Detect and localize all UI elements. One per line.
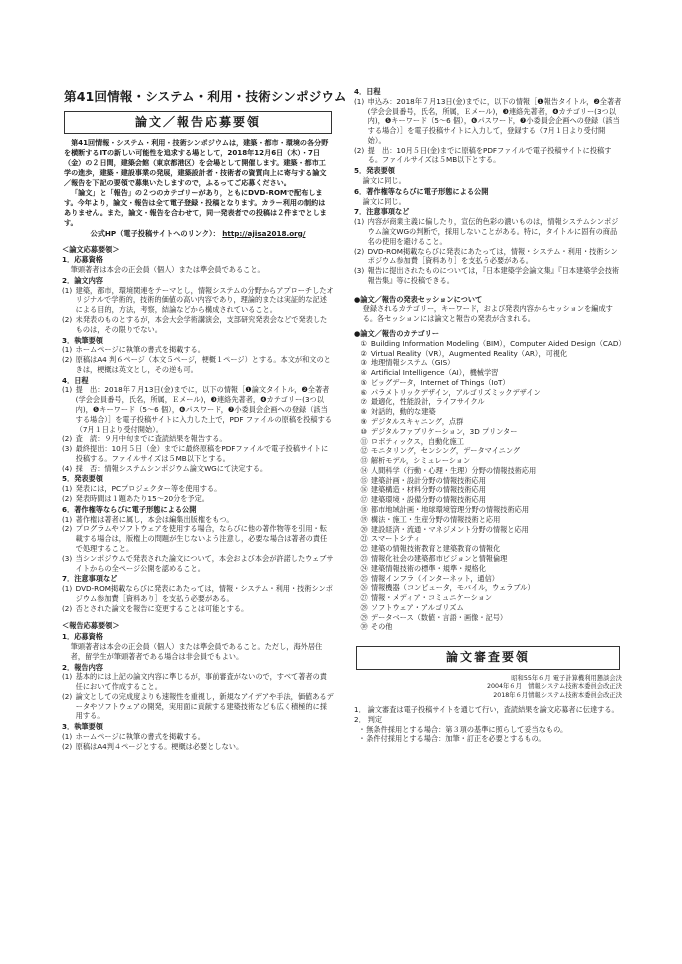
category-item xyxy=(360,417,622,427)
item-number: (2) xyxy=(62,434,73,444)
category-text: 建築計画・設計分野の情報技術応用 xyxy=(370,475,486,485)
category-item xyxy=(360,446,622,456)
category-item xyxy=(360,358,622,368)
category-item xyxy=(360,593,622,603)
category-item xyxy=(360,407,622,417)
category-number: ⑥ xyxy=(360,387,367,397)
hp-label: 公式HP（電子投稿サイトへのリンク）： xyxy=(90,228,220,238)
category-number: ⑩ xyxy=(360,426,367,436)
houkoku-s7-title: 7．注意事項など xyxy=(354,207,410,217)
category-text: Building Information Modeling（BIM），Computer Aided Design（CAD） xyxy=(370,338,626,348)
houkoku-s2-list xyxy=(62,672,334,721)
category-number: ㉗ xyxy=(360,593,368,603)
intro-paragraph: 「論文」と「報告」の２つのカテゴリーがあり，ともにDVD-ROMで配布します。今年より，論文・報告は全て電子登録・投稿となります。カラー利用の制約はありません。また，論文・報告を合わせて，同一発表者での投稿は２件までとします。 xyxy=(64,188,327,227)
category-number: ⑨ xyxy=(360,417,367,426)
category-number: ㉖ xyxy=(360,583,368,593)
item-text: 発表時間は１題あたり15～20分を予定。 xyxy=(75,494,209,504)
houkoku-heading: ＜報告応募要領＞ xyxy=(62,621,120,631)
category-text: その他 xyxy=(370,622,393,632)
review-title: 論文審査要領 xyxy=(356,646,620,669)
category-item xyxy=(360,397,622,407)
category-number: ⑰ xyxy=(360,495,368,505)
item-text: 提 出：10月５日(金)までに原稿をPDFファイルで電子投稿サイトに投稿する。ファイルサイズは５MB以下とする。 xyxy=(367,145,612,165)
list-item xyxy=(358,725,622,735)
category-text: 情報化社会の建築都市ビジョンと情報倫理 xyxy=(370,553,508,563)
list-item xyxy=(354,266,622,286)
item-text: 条件付採用とする場合：加筆・訂正を必要とするもの。 xyxy=(366,734,546,744)
item-text: DVD-ROM掲載ならびに発表にあたっては，情報・システム・利用・技術シンポジウム参加費［資料あり］を支払う必要がある。 xyxy=(75,584,333,603)
list-item xyxy=(62,315,334,335)
category-text: 都市地域計画・地球環境管理分野の情報技術応用 xyxy=(370,505,530,515)
session-body: 登録されるカテゴリー，キーワード，および発表内容からセッションを編成する。各セッションには論文と報告の発表が含まれる。 xyxy=(362,304,613,324)
category-number: ㉓ xyxy=(360,553,368,563)
item-text: 申込み：2018年７月13日(金)までに，以下の情報［❶報告タイトル，❷全著者(学会会員番号，氏名，所属，Ｅメール)，❸連絡先著者，❹カテゴリー(3つ以内)，❺キーワード（5～6 個），❻パスワード，❼小委員会企画への登録（該当する場合）］を電子投稿サイトに入力して，登録する（7月１日より受付開始）。 xyxy=(367,96,622,145)
ronbun-s3-list xyxy=(62,345,334,374)
item-text: 論文としての完成度よりも速報性を重視し，新規なアイデアや手法，価値あるデータやソフトウェアの開発，実用面に貢献する建築技術なども広く積極的に採用する。 xyxy=(75,691,334,721)
left-column xyxy=(62,86,347,752)
category-text: 建設経済・流通・マネジメント分野の情報と応用 xyxy=(370,524,529,534)
item-number: (1) xyxy=(62,484,73,494)
houkoku-s6-body: 論文に同じ。 xyxy=(362,196,406,206)
category-number: ② xyxy=(360,348,367,358)
item-text: ホームページに執筆の書式を掲載する。 xyxy=(75,732,205,742)
list-item xyxy=(62,464,334,474)
list-item xyxy=(354,146,622,166)
list-item xyxy=(62,515,334,525)
list-item xyxy=(62,494,334,504)
category-text: 建築情報技術の標準・規準・規格化 xyxy=(370,563,486,573)
official-hp xyxy=(62,229,334,239)
review-sub-list xyxy=(354,725,622,745)
history-line: 2004年６月 情報システム技術本委員会改正決 xyxy=(486,683,622,691)
list-item xyxy=(62,604,334,614)
category-item xyxy=(360,544,622,554)
category-number: ㉔ xyxy=(360,563,368,573)
category-item xyxy=(360,437,622,447)
category-item xyxy=(360,368,622,378)
category-text: データベース（数値・言語・画像・記号） xyxy=(370,612,508,622)
item-number: (2) xyxy=(62,355,73,365)
category-text: 地理情報システム（GIS） xyxy=(370,358,455,368)
category-number: ⑱ xyxy=(360,505,368,515)
item-text: 内容が商業主義に偏したり，宣伝的色彩の濃いものは，情報システムシンポジウム論文WGの判断で，採用しないことがある。特に，タイトルに固有の商品名の使用を避けること。 xyxy=(367,217,619,246)
item-text: 発表には，PCプロジェクター等を使用する。 xyxy=(75,484,222,494)
category-item xyxy=(360,476,622,486)
item-text: プログラムやソフトウェアを使用する場合，ならびに他の著作物等を引用・転載する場合は，版権上の問題が生じないよう注意し，必要な場合は著者の責任で処理すること。 xyxy=(75,524,328,553)
category-number: ⑤ xyxy=(360,377,367,387)
item-text: 未発表のものとするが，本会大会学術講演会，支部研究発表会などで発表したものは，その限りでない。 xyxy=(75,314,328,334)
item-text: 原稿はA4判４ページとする。梗概は必要としない。 xyxy=(75,741,244,751)
item-number: (2) xyxy=(62,603,73,613)
category-number: ⑭ xyxy=(360,465,368,475)
list-item xyxy=(62,345,334,355)
item-number: (1) xyxy=(62,584,73,594)
category-item xyxy=(360,427,622,437)
list-item xyxy=(354,247,622,267)
category-item xyxy=(360,564,622,574)
item-text: 当シンポジウムで発表された論文について，本会および本会が許諾したウェブサイトからの全ページ公開を認めること。 xyxy=(75,553,334,573)
category-item xyxy=(360,388,622,398)
category-text: 対話的，動的な建築 xyxy=(370,407,436,417)
category-number: ④ xyxy=(360,368,367,378)
category-text: 情報・メディア・コミュニケーション xyxy=(370,593,493,603)
category-text: Virtual Reality（VR），Augmented Reality（AR），可視化 xyxy=(370,348,568,358)
category-heading: ●論文／報告のカテゴリー xyxy=(354,328,440,338)
item-number: (3) xyxy=(62,444,73,454)
category-item xyxy=(360,505,622,515)
category-number: ⑦ xyxy=(360,397,367,407)
category-text: ビッグデータ，Internet of Things（IoT） xyxy=(370,377,510,387)
item-number: (2) xyxy=(62,524,73,534)
category-item xyxy=(360,466,622,476)
item-text: 著作権は著者に属し，本会は編集出版権をもつ。 xyxy=(75,514,234,524)
item-number: (2) xyxy=(62,691,73,701)
ronbun-s4-title: 4．日程 xyxy=(62,375,89,385)
houkoku-s2-title: 2．報告内容 xyxy=(62,662,103,672)
item-text: 査 読：９月中旬までに査読結果を報告する。 xyxy=(75,434,227,444)
category-item xyxy=(360,495,622,505)
category-item xyxy=(360,534,622,544)
category-item xyxy=(360,613,622,623)
category-number: ㉒ xyxy=(360,544,368,554)
item-number: (3) xyxy=(354,266,365,276)
houkoku-s1-title: 1．応募資格 xyxy=(62,632,103,642)
ronbun-s1-body: 筆頭著者は本会の正会員（個人）または準会員であること。 xyxy=(70,265,265,275)
list-item xyxy=(354,97,622,146)
category-number: ㉙ xyxy=(360,612,368,622)
houkoku-s4-list xyxy=(354,97,622,165)
category-text: デジタルスキャニング，点群 xyxy=(370,417,464,426)
ronbun-s1-title: 1．応募資格 xyxy=(62,255,103,265)
list-item xyxy=(62,286,334,315)
list-item xyxy=(62,355,334,375)
list-item xyxy=(62,554,334,574)
category-text: デジタルファブリケーション，3D プリンター xyxy=(370,426,518,436)
category-text: 人間科学（行動・心理・生理）分野の情報技術応用 xyxy=(370,465,537,475)
category-item xyxy=(360,622,622,632)
houkoku-s3-title: 3．執筆要領 xyxy=(62,722,103,732)
category-number: ⑯ xyxy=(360,485,368,495)
ronbun-s4-list xyxy=(62,385,334,473)
category-number: ⑪ xyxy=(360,436,368,446)
category-text: パラメトリックデザイン，アルゴリズミックデザイン xyxy=(370,387,541,397)
session-heading: ●論文／報告の発表セッションについて xyxy=(354,294,483,304)
ronbun-s3-title: 3．執筆要領 xyxy=(62,335,103,345)
page xyxy=(62,86,628,946)
category-item xyxy=(360,515,622,525)
ronbun-s2-title: 2．論文内容 xyxy=(62,275,103,285)
category-text: モニタリング，センシング，データマイニング xyxy=(370,446,521,456)
category-item xyxy=(360,554,622,564)
item-text: 否とされた論文を報告に変更することは可能とする。 xyxy=(75,603,249,613)
category-text: 構法・施工・生産分野の情報技術と応用 xyxy=(370,514,501,524)
ronbun-s6-title: 6．著作権等ならびに電子形態による公開 xyxy=(62,504,197,514)
category-text: 解析モデル，シミュレーション xyxy=(370,456,471,466)
item-text: 無条件採用とする場合：第３項の基準に照らして妥当なもの。 xyxy=(366,724,568,734)
item-number: (1) xyxy=(62,345,73,355)
item-number: 2． xyxy=(354,714,366,724)
item-text: 報告に提出されたものについては，『日本建築学会論文集』『日本建築学会技術報告集』等に投稿できる。 xyxy=(367,266,620,285)
item-text: 提 出：2018年７月13日(金)までに，以下の情報［❶論文タイトル，❷全著者(学会会員番号，氏名，所属，Ｅメール)，❸連絡先著者，❹カテゴリー(3つ以内)，❺キーワード（5～6 個），❻パスワード，❼小委員会企画への登録（該当する場合）］を電子投稿サイトに入力した上で，PDF ファイルの原稿を投稿する（7月１日より受付開始）。 xyxy=(75,385,332,434)
category-text: ロボティックス，自動化施工 xyxy=(370,436,464,446)
item-number: (1) xyxy=(62,732,73,742)
review-list xyxy=(354,705,622,725)
ronbun-s7-list xyxy=(62,584,334,613)
category-number: ⑫ xyxy=(360,446,368,456)
list-item xyxy=(62,672,334,692)
ronbun-s5-title: 5．発表要領 xyxy=(62,474,103,484)
category-item xyxy=(360,603,622,613)
list-item xyxy=(354,217,622,246)
houkoku-s7-list xyxy=(354,217,622,285)
category-number: ㉕ xyxy=(360,573,368,583)
ronbun-s2-list xyxy=(62,286,334,335)
category-number: ㉚ xyxy=(360,622,368,632)
item-text: ホームページに執筆の書式を掲載する。 xyxy=(75,345,205,355)
category-text: 建築構造・材料分野の情報技術応用 xyxy=(370,485,486,495)
list-item xyxy=(62,484,334,494)
item-number: (4) xyxy=(62,463,73,473)
houkoku-s5-title: 5．発表要領 xyxy=(354,166,395,176)
item-text: 採 否：情報システムシンポジウム論文WGにて決定する。 xyxy=(75,463,268,473)
category-number: ⑳ xyxy=(360,524,368,534)
list-item xyxy=(62,524,334,553)
category-text: 情報機器（コンピュータ，モバイル，ウェラブル） xyxy=(370,583,535,593)
item-number: (1) xyxy=(62,514,73,524)
list-item xyxy=(358,734,622,744)
bullet: ・ xyxy=(358,724,366,734)
houkoku-s6-title: 6．著作権等ならびに電子形態による公開 xyxy=(354,186,489,196)
item-number: (2) xyxy=(62,741,73,751)
hp-link[interactable]: http://ajisa2018.org/ xyxy=(222,228,306,238)
call-for-papers-title: 論文／報告応募要領 xyxy=(64,111,332,134)
category-number: ㉘ xyxy=(360,602,368,612)
category-number: ⑬ xyxy=(360,456,368,466)
item-number: (2) xyxy=(354,145,365,155)
list-item xyxy=(62,692,334,721)
category-text: 建築の情報技術教育と建築教育の情報化 xyxy=(370,544,501,554)
list-item xyxy=(62,444,334,464)
item-number: (1) xyxy=(62,285,73,295)
category-number: ㉑ xyxy=(360,534,368,544)
bullet: ・ xyxy=(358,734,366,744)
intro-paragraph: 第41回情報・システム・利用・技術シンポジウムは，建築・都市・環境の各分野を横断するITの新しい可能性を追求する場として，2018年12月6日（木）・7日（金）の２日間，建築会館（東京都港区）を会場として開催します。建築・都市工学の進歩，建築・建設事業の発展，建築設計者・技術者の資質向上に寄与する論文／報告を下記の要領で募集いたしますので，ふるってご応募ください。 xyxy=(64,138,329,188)
item-number: (1) xyxy=(354,96,365,106)
item-text: 基本的には上記の論文内容に準じるが，事前審査がないので，すべて著者の責任において作成すること。 xyxy=(75,672,327,692)
list-item xyxy=(62,732,334,742)
category-text: 最適化，性能設計，ライフサイクル xyxy=(370,397,485,407)
houkoku-s3-list xyxy=(62,732,334,752)
category-number: ③ xyxy=(360,358,367,368)
category-item xyxy=(360,574,622,584)
category-item xyxy=(360,485,622,495)
category-text: 情報インフラ（インターネット，通信） xyxy=(370,573,499,583)
category-list xyxy=(354,338,626,632)
intro xyxy=(62,138,334,227)
category-item xyxy=(360,583,622,593)
houkoku-s5-body: 論文に同じ。 xyxy=(362,176,406,186)
category-text: Artificial Intelligence（AI），機械学習 xyxy=(370,368,499,378)
item-number: (3) xyxy=(62,553,73,563)
right-column xyxy=(354,86,626,744)
list-item xyxy=(354,705,622,715)
item-text: 建築，都市，環境関連をテーマとし，情報システムの分野からアプローチしたオリジナルで学術的，技術的価値の高い内容であり，理論的または実証的な記述による目的，方法，考察，結論などから構成されていること。 xyxy=(75,285,334,315)
item-text: 最終提出：10月５日（金）までに最終原稿をPDFファイルで電子投稿サイトに投稿する。ファイルサイズは５MB以下とする。 xyxy=(75,444,329,463)
history-line: 昭和55年６月 電子計算機利用懇談会決 xyxy=(511,674,622,682)
list-item xyxy=(354,715,622,725)
category-text: ソフトウェア・アルゴリズム xyxy=(370,602,464,612)
category-number: ⑧ xyxy=(360,407,367,417)
item-text: 判定 xyxy=(367,714,383,724)
category-text: スマートシティ xyxy=(370,534,421,544)
category-number: ⑮ xyxy=(360,475,368,485)
item-number: (1) xyxy=(62,385,73,395)
houkoku-s1-body: 筆頭著者は本会の正会員（個人）または準会員であること。ただし，海外居住者，留学生が筆頭著者である場合は非会員でもよい。 xyxy=(70,641,323,661)
category-item xyxy=(360,338,626,349)
list-item xyxy=(62,742,334,752)
category-item xyxy=(360,349,622,359)
item-number: (1) xyxy=(62,672,73,682)
list-item xyxy=(62,584,334,604)
category-text: 建築環境・設備分野の情報技術応用 xyxy=(370,495,486,505)
list-item xyxy=(62,434,334,444)
page-title: 第41回情報・システム・利用・技術シンポジウム xyxy=(64,89,347,104)
category-item xyxy=(360,456,622,466)
item-number: (2) xyxy=(62,314,73,324)
item-text: DVD-ROM掲載ならびに発表にあたっては，情報・システム・利用・技術シンポジウム参加費［資料あり］を支払う必要がある。 xyxy=(367,246,618,266)
list-item xyxy=(62,385,334,434)
category-number: ① xyxy=(360,338,367,348)
item-number: (2) xyxy=(62,494,73,504)
item-number: 1． xyxy=(354,704,366,714)
review-history xyxy=(354,675,622,701)
category-item xyxy=(360,378,622,388)
ronbun-heading: ＜論文応募要領＞ xyxy=(62,244,120,254)
category-number: ⑲ xyxy=(360,514,368,524)
item-number: (2) xyxy=(354,246,365,256)
item-text: 論文審査は電子投稿サイトを通じて行い，査読結果を論文応募者に伝達する。 xyxy=(367,704,619,714)
item-number: (1) xyxy=(354,217,365,227)
houkoku-s4-title: 4．日程 xyxy=(354,87,381,96)
history-line: 2018年６月情報システム技術本委員会改正決 xyxy=(493,692,622,700)
ronbun-s6-list xyxy=(62,515,334,574)
ronbun-s7-title: 7．注意事項など xyxy=(62,574,118,584)
ronbun-s5-list xyxy=(62,484,334,504)
category-item xyxy=(360,525,622,535)
item-text: 原稿はA4 判６ページ（本文５ページ，梗概１ページ）とする。本文が和文のときは，梗概は英文とし，その逆も可。 xyxy=(75,355,331,374)
